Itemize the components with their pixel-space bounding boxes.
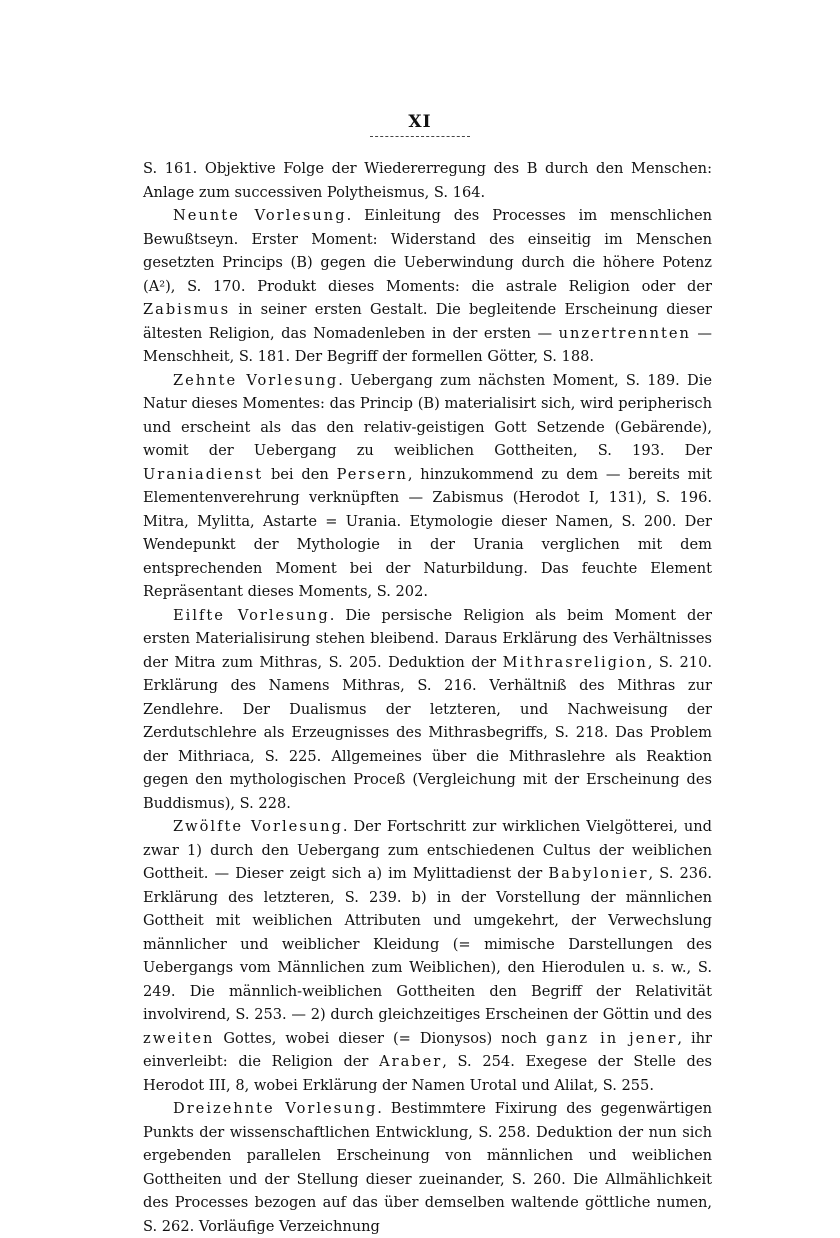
- text-run: , S. 254. Exegese der Stelle des Herodot III, 8, wobei Erklärung der Namen Urotal und Alilat, S. 255.: [143, 1053, 712, 1094]
- page-number: XI: [408, 112, 432, 132]
- spaced-term: Araber: [379, 1053, 443, 1070]
- spaced-term: Dreizehnte Vorlesung: [173, 1100, 378, 1117]
- spaced-term: ganz in jener: [545, 1029, 678, 1047]
- lecture-12-paragraph: [143, 815, 712, 1097]
- text-run: S. 161. Objektive Folge der Wiedererregung des B durch den Menschen: Anlage zum successiven Polytheismus, S. 164.: [143, 160, 712, 201]
- text-run: . Bestimmtere Fixirung des gegenwärtigen Punkts der wissenschaftlichen Entwicklung, S. 258. Deduktion der nun sich ergebenden parallelen Erscheinung von männlichen und weiblichen Gottheiten und der Stellung dieser zueinander, S. 260. Die Allmählichkeit des Processes bezogen auf das über demselben waltende göttliche numen, S. 262. Vorläufige Verzeichnung: [143, 1100, 712, 1235]
- spaced-term: Neunte Vorlesung: [173, 207, 347, 224]
- table-of-contents-text: [143, 157, 712, 1238]
- spaced-term: Uraniadienst: [143, 465, 264, 483]
- text-run: , S. 210. Erklärung des Namens Mithras, S. 216. Verhältniß des Mithras zur Zendlehre. Der Dualismus der letzteren, und Nachweisung der Zerdutschlehre als Erzeugnisses des Mithrasbegriffs, S. 218. Das Problem der Mithriaca, S. 225. Allgemeines über die Mithraslehre als Reaktion gegen den mythologischen Proceß (Vergleichung mit der Erscheinung des Buddismus), S. 228.: [143, 653, 713, 812]
- text-run: . Uebergang zum nächsten Moment, S. 189. Die Natur dieses Momentes: das Princip (B) materialisirt sich, wird peripherisch und erscheint als das den relativ-geistigen Gott Setzende (Gebärende), womit der Uebergang zu weiblichen Gottheiten, S. 193. Der: [143, 371, 713, 459]
- text-run: . Einleitung des Processes im menschlichen Bewußtseyn. Erster Moment: Widerstand des einseitig im Menschen gesetzten Princips (B) gegen die Ueberwindung durch die höhere Potenz (A²), S. 170. Produkt dieses Moments: die astrale Religion oder der: [143, 207, 712, 295]
- text-run: , S. 236. Erklärung des letzteren, S. 239. b) in der Vorstellung der männlichen Gottheit mit weiblichen Attributen und umgekehrt, der Verwechslung männlicher und weiblicher Kleidung (= mimische Darstellungen des Uebergangs vom Männlichen zum Weiblichen), den Hierodulen u. s. w., S. 249. Die männlich-weiblichen Gottheiten den Begriff der Relativität involvirend, S. 253. — 2) durch gleichzeitiges Erscheinen der Göttin und des: [143, 865, 712, 1023]
- text-run: in seiner ersten Gestalt. Die begleitende Erscheinung dieser ältesten Religion, das Nomadenleben in der ersten —: [143, 301, 712, 342]
- spaced-term: Zabismus: [143, 301, 231, 318]
- lecture-10-paragraph: [143, 369, 712, 604]
- text-run: Gottes, wobei dieser (= Dionysos) noch: [214, 1029, 546, 1047]
- text-run: — Menschheit, S. 181. Der Begriff der formellen Götter, S. 188.: [143, 324, 712, 365]
- spaced-term: Zehnte Vorlesung: [173, 371, 339, 389]
- spaced-term: Mithrasreligion: [502, 653, 648, 671]
- text-run: . Der Fortschritt zur wirklichen Vielgötterei, und zwar 1) durch den Uebergang zum entschiedenen Cultus der weiblichen Gottheit. — Dieser zeigt sich a) im Mylittadienst der: [143, 818, 713, 882]
- text-run: . Die persische Religion als beim Moment der ersten Materialisirung stehen bleibend. Daraus Erklärung des Verhältnisses der Mitra zum Mithras, S. 205. Deduktion der: [143, 606, 712, 671]
- spaced-term: Persern: [336, 465, 408, 483]
- lecture-9-paragraph: [143, 204, 712, 369]
- spaced-term: Eilfte Vorlesung: [173, 606, 330, 624]
- spaced-term: unzertrennten: [558, 324, 691, 342]
- header-rule: [370, 136, 470, 137]
- spaced-term: Zwölfte Vorlesung: [173, 818, 343, 835]
- spaced-term: zweiten: [143, 1029, 215, 1047]
- spaced-term: Babylonier: [548, 865, 649, 882]
- text-run: , ihr einverleibt: die Religion der: [143, 1029, 712, 1070]
- lecture-11-paragraph: [143, 604, 712, 816]
- text-run: bei den: [263, 465, 337, 483]
- lecture-13-paragraph: [143, 1097, 712, 1238]
- text-run: , hinzukommend zu dem — bereits mit Elementenverehrung verknüpften — Zabismus (Herodot I, 131), S. 196. Mitra, Mylitta, Astarte = Urania. Etymologie dieser Namen, S. 200. Der Wendepunkt der Mythologie in der Urania verglichen mit dem entsprechenden Moment bei der Naturbildung. Das feuchte Element Repräsentant dieses Moments, S. 202.: [143, 465, 712, 600]
- paragraph-continuation: [143, 157, 712, 204]
